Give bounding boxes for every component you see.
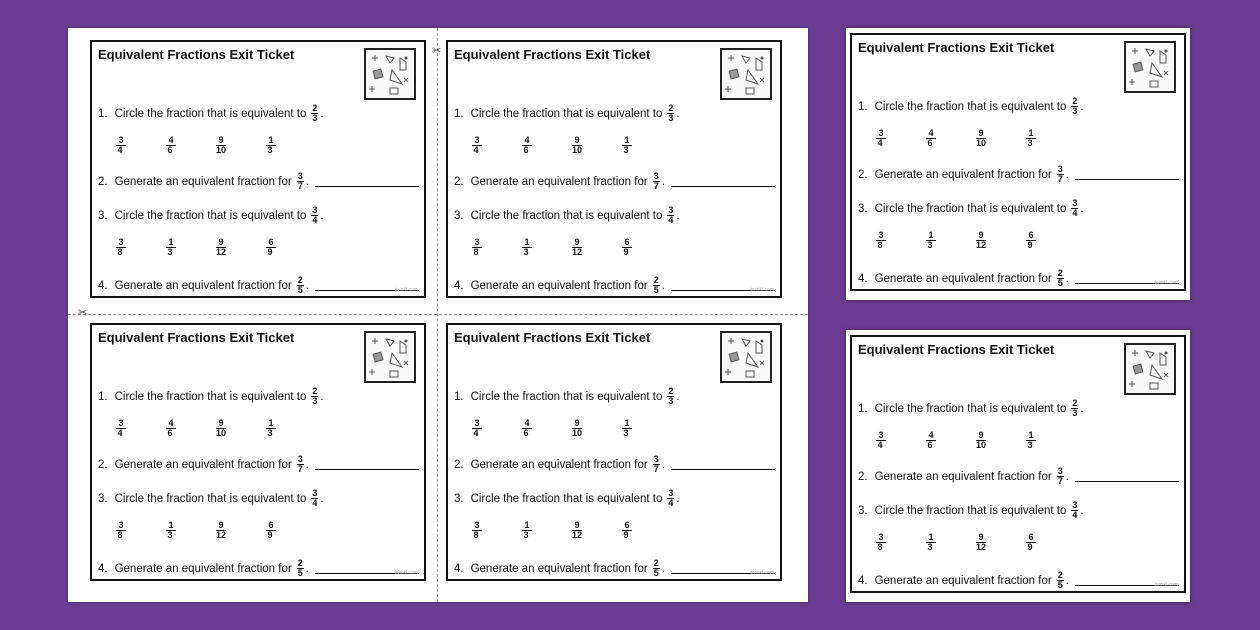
question-text: Circle the fraction that is equivalent to [470,492,663,505]
target-fraction: $\frac{2}{3}$ [668,103,674,123]
target-fraction: $\frac{2}{5}$ [653,558,659,578]
target-fraction: $\frac{3}{7}$ [653,171,659,191]
exit-ticket [90,40,426,298]
fraction-option[interactable]: $\frac{6}{9}$ [1026,231,1076,250]
question-text: Generate an equivalent fraction for [874,470,1052,483]
fraction-option[interactable]: $\frac{3}{4}$ [116,136,166,155]
question-1: 1. Circle the fraction that is equivalent to $\frac{2}{3}$ . [858,96,1084,116]
fraction-options-3 [472,238,672,257]
fraction-option[interactable]: $\frac{9}{10}$ [572,135,583,155]
question-number: 2. [98,458,108,471]
fraction-option[interactable]: $\frac{9}{10}$ [976,430,987,450]
question-text: Generate an equivalent fraction for [114,562,292,575]
fraction-options-1 [472,419,672,438]
question-4: 4. Generate an equivalent fraction for $\frac{2}{5}$ . [858,269,1179,288]
ticket-title: Equivalent Fractions Exit Ticket [454,47,651,62]
question-text: Generate an equivalent fraction for [470,458,648,471]
footer-credit: twinkl.com [750,287,774,293]
footer-credit: twinkl.com [394,287,418,293]
question-number: 4. [98,562,108,575]
target-fraction: $\frac{3}{4}$ [1072,198,1078,218]
fraction-option[interactable]: $\frac{4}{6}$ [166,136,216,155]
question-number: 4. [454,562,464,575]
question-1: 1. Circle the fraction that is equivalent to $\frac{2}{3}$ . [98,386,324,406]
question-3: 3. Circle the fraction that is equivalent to $\frac{3}{4}$ . [858,500,1084,520]
question-number: 1. [454,107,464,120]
footer-credit: twinkl.com [394,570,418,576]
ticket-title: Equivalent Fractions Exit Ticket [454,330,651,345]
question-number: 2. [858,168,868,181]
question-text: Generate an equivalent fraction for [114,279,292,292]
fraction-option[interactable]: $\frac{6}{9}$ [266,238,316,257]
fraction-option[interactable]: $\frac{4}{6}$ [522,136,572,155]
fraction-option[interactable]: $\frac{9}{12}$ [572,520,583,540]
fraction-option[interactable]: $\frac{1}{3}$ [166,238,216,257]
target-fraction: $\frac{3}{7}$ [1057,164,1063,184]
fraction-option[interactable]: $\frac{3}{8}$ [116,521,166,540]
question-number: 3. [98,209,108,222]
ticket-title: Equivalent Fractions Exit Ticket [858,40,1055,55]
fraction-options-1 [472,136,672,155]
question-number: 1. [454,390,464,403]
question-number: 4. [858,272,868,285]
fraction-option[interactable]: $\frac{1}{3}$ [266,136,316,155]
ticket-title: Equivalent Fractions Exit Ticket [858,342,1055,357]
target-fraction: $\frac{3}{4}$ [312,488,318,508]
fraction-options-1 [876,129,1076,148]
question-number: 4. [454,279,464,292]
fraction-options-1 [116,136,316,155]
answer-line[interactable] [671,176,775,187]
fraction-option[interactable]: $\frac{9}{12}$ [976,230,987,250]
target-fraction: $\frac{2}{3}$ [312,103,318,123]
fraction-option[interactable]: $\frac{3}{4}$ [116,419,166,438]
exit-ticket [446,40,782,298]
fraction-option[interactable]: $\frac{6}{9}$ [1026,533,1076,552]
fraction-option[interactable]: $\frac{9}{10}$ [216,418,227,438]
question-text: Generate an equivalent fraction for [114,175,292,188]
target-fraction: $\frac{3}{4}$ [1072,500,1078,520]
target-fraction: $\frac{2}{3}$ [1072,398,1078,418]
fraction-option[interactable]: $\frac{4}{6}$ [926,129,976,148]
geometry-shapes-image [364,331,416,383]
fraction-option[interactable]: $\frac{4}{6}$ [522,419,572,438]
fraction-option[interactable]: $\frac{3}{8}$ [876,231,926,250]
question-text: Circle the fraction that is equivalent to [470,107,663,120]
question-1: 1. Circle the fraction that is equivalent to $\frac{2}{3}$ . [454,103,680,123]
target-fraction: $\frac{2}{3}$ [668,386,674,406]
question-number: 1. [858,402,868,415]
question-4: 4. Generate an equivalent fraction for $\frac{2}{5}$ . [454,559,775,578]
footer-credit: twinkl.com [750,570,774,576]
question-number: 4. [858,574,868,587]
question-number: 2. [858,470,868,483]
target-fraction: $\frac{2}{5}$ [1057,268,1063,288]
fraction-option[interactable]: $\frac{1}{3}$ [622,136,672,155]
fraction-option[interactable]: $\frac{9}{12}$ [572,237,583,257]
scissors-icon: ✂ [432,45,442,57]
question-number: 3. [454,209,464,222]
question-text: Circle the fraction that is equivalent to [874,100,1067,113]
footer-credit: twinkl.com [1154,582,1178,588]
fraction-option[interactable]: $\frac{3}{4}$ [472,136,522,155]
target-fraction: $\frac{2}{5}$ [1057,570,1063,590]
ticket-title: Equivalent Fractions Exit Ticket [98,330,295,345]
target-fraction: $\frac{2}{5}$ [297,558,303,578]
question-2: 2. Generate an equivalent fraction for $\frac{3}{7}$ . [98,455,419,474]
target-fraction: $\frac{3}{7}$ [297,454,303,474]
target-fraction: $\frac{3}{4}$ [312,205,318,225]
question-text: Circle the fraction that is equivalent to [470,390,663,403]
question-text: Generate an equivalent fraction for [470,175,648,188]
exit-ticket [850,33,1186,291]
question-3: 3. Circle the fraction that is equivalent to $\frac{3}{4}$ . [98,205,324,225]
question-text: Generate an equivalent fraction for [114,458,292,471]
question-2: 2. Generate an equivalent fraction for $\frac{3}{7}$ . [454,455,775,474]
target-fraction: $\frac{2}{3}$ [312,386,318,406]
fraction-option[interactable]: $\frac{1}{3}$ [1026,431,1076,450]
question-2: 2. Generate an equivalent fraction for $\frac{3}{7}$ . [858,165,1179,184]
geometry-shapes-image [720,48,772,100]
fraction-option[interactable]: $\frac{9}{12}$ [216,520,227,540]
question-1: 1. Circle the fraction that is equivalent to $\frac{2}{3}$ . [858,398,1084,418]
question-3: 3. Circle the fraction that is equivalent to $\frac{3}{4}$ . [858,198,1084,218]
answer-line[interactable] [315,459,419,470]
fraction-option[interactable]: $\frac{9}{10}$ [216,135,227,155]
question-number: 1. [98,107,108,120]
question-text: Circle the fraction that is equivalent to [114,209,307,222]
answer-line[interactable] [1075,471,1179,482]
question-number: 1. [858,100,868,113]
fraction-option[interactable]: $\frac{1}{3}$ [522,238,572,257]
question-3: 3. Circle the fraction that is equivalent to $\frac{3}{4}$ . [98,488,324,508]
question-text: Generate an equivalent fraction for [874,574,1052,587]
fraction-option[interactable]: $\frac{4}{6}$ [926,431,976,450]
target-fraction: $\frac{3}{4}$ [668,205,674,225]
fraction-options-1 [876,431,1076,450]
question-number: 4. [98,279,108,292]
question-number: 3. [858,504,868,517]
cut-line-vertical [437,28,438,602]
question-number: 2. [98,175,108,188]
fraction-option[interactable]: $\frac{3}{4}$ [876,129,926,148]
fraction-option[interactable]: $\frac{3}{8}$ [116,238,166,257]
question-number: 3. [98,492,108,505]
answer-line[interactable] [315,176,419,187]
fraction-option[interactable]: $\frac{3}{4}$ [472,419,522,438]
target-fraction: $\frac{2}{5}$ [653,275,659,295]
question-text: Circle the fraction that is equivalent to [114,492,307,505]
question-2: 2. Generate an equivalent fraction for $\frac{3}{7}$ . [98,172,419,191]
question-2: 2. Generate an equivalent fraction for $\frac{3}{7}$ . [454,172,775,191]
fraction-option[interactable]: $\frac{3}{4}$ [876,431,926,450]
fraction-option[interactable]: $\frac{1}{3}$ [266,419,316,438]
fraction-option[interactable]: $\frac{1}{3}$ [622,419,672,438]
fraction-options-3 [876,533,1076,552]
fraction-option[interactable]: $\frac{4}{6}$ [166,419,216,438]
fraction-option[interactable]: $\frac{1}{3}$ [166,521,216,540]
geometry-shapes-image [364,48,416,100]
target-fraction: $\frac{3}{4}$ [668,488,674,508]
question-text: Generate an equivalent fraction for [470,279,648,292]
fraction-option[interactable]: $\frac{1}{3}$ [926,231,976,250]
target-fraction: $\frac{2}{3}$ [1072,96,1078,116]
question-3: 3. Circle the fraction that is equivalent to $\frac{3}{4}$ . [454,488,680,508]
target-fraction: $\frac{3}{7}$ [653,454,659,474]
fraction-option[interactable]: $\frac{1}{3}$ [522,521,572,540]
ticket-title: Equivalent Fractions Exit Ticket [98,47,295,62]
question-text: Generate an equivalent fraction for [874,272,1052,285]
question-text: Generate an equivalent fraction for [470,562,648,575]
geometry-shapes-image [1124,41,1176,93]
fraction-option[interactable]: $\frac{3}{8}$ [876,533,926,552]
question-text: Circle the fraction that is equivalent to [470,209,663,222]
question-text: Circle the fraction that is equivalent to [874,202,1067,215]
question-text: Generate an equivalent fraction for [874,168,1052,181]
question-4: 4. Generate an equivalent fraction for $\frac{2}{5}$ . [858,571,1179,590]
question-4: 4. Generate an equivalent fraction for $\frac{2}{5}$ . [98,276,419,295]
fraction-option[interactable]: $\frac{9}{10}$ [572,418,583,438]
printable-sheet [68,28,808,602]
question-number: 3. [454,492,464,505]
question-1: 1. Circle the fraction that is equivalent to $\frac{2}{3}$ . [98,103,324,123]
geometry-shapes-image [1124,343,1176,395]
target-fraction: $\frac{3}{7}$ [1057,466,1063,486]
answer-line[interactable] [1075,169,1179,180]
question-4: 4. Generate an equivalent fraction for $\frac{2}{5}$ . [98,559,419,578]
exit-ticket [446,323,782,581]
target-fraction: $\frac{2}{5}$ [297,275,303,295]
question-text: Circle the fraction that is equivalent to [874,402,1067,415]
fraction-options-1 [116,419,316,438]
fraction-option[interactable]: $\frac{1}{3}$ [1026,129,1076,148]
question-4: 4. Generate an equivalent fraction for $\frac{2}{5}$ . [454,276,775,295]
geometry-shapes-image [720,331,772,383]
question-text: Circle the fraction that is equivalent to [874,504,1067,517]
question-1: 1. Circle the fraction that is equivalent to $\frac{2}{3}$ . [454,386,680,406]
fraction-option[interactable]: $\frac{6}{9}$ [622,238,672,257]
question-text: Circle the fraction that is equivalent to [114,107,307,120]
scissors-icon: ✂ [78,307,88,319]
fraction-option[interactable]: $\frac{9}{10}$ [976,128,987,148]
fraction-option[interactable]: $\frac{1}{3}$ [926,533,976,552]
ticket-card-preview [846,28,1190,300]
exit-ticket [850,335,1186,593]
answer-line[interactable] [671,459,775,470]
target-fraction: $\frac{3}{7}$ [297,171,303,191]
ticket-card-preview [846,330,1190,602]
question-2: 2. Generate an equivalent fraction for $\frac{3}{7}$ . [858,467,1179,486]
fraction-option[interactable]: $\frac{9}{12}$ [216,237,227,257]
question-number: 2. [454,458,464,471]
fraction-options-3 [472,521,672,540]
cut-line-horizontal [68,314,808,315]
fraction-option[interactable]: $\frac{3}{8}$ [472,238,522,257]
fraction-options-3 [116,521,316,540]
footer-credit: twinkl.com [1154,280,1178,286]
question-number: 1. [98,390,108,403]
question-3: 3. Circle the fraction that is equivalent to $\frac{3}{4}$ . [454,205,680,225]
fraction-option[interactable]: $\frac{6}{9}$ [622,521,672,540]
exit-ticket [90,323,426,581]
question-text: Circle the fraction that is equivalent to [114,390,307,403]
fraction-option[interactable]: $\frac{3}{8}$ [472,521,522,540]
fraction-options-3 [876,231,1076,250]
fraction-option[interactable]: $\frac{6}{9}$ [266,521,316,540]
question-number: 3. [858,202,868,215]
fraction-options-3 [116,238,316,257]
fraction-option[interactable]: $\frac{9}{12}$ [976,532,987,552]
question-number: 2. [454,175,464,188]
